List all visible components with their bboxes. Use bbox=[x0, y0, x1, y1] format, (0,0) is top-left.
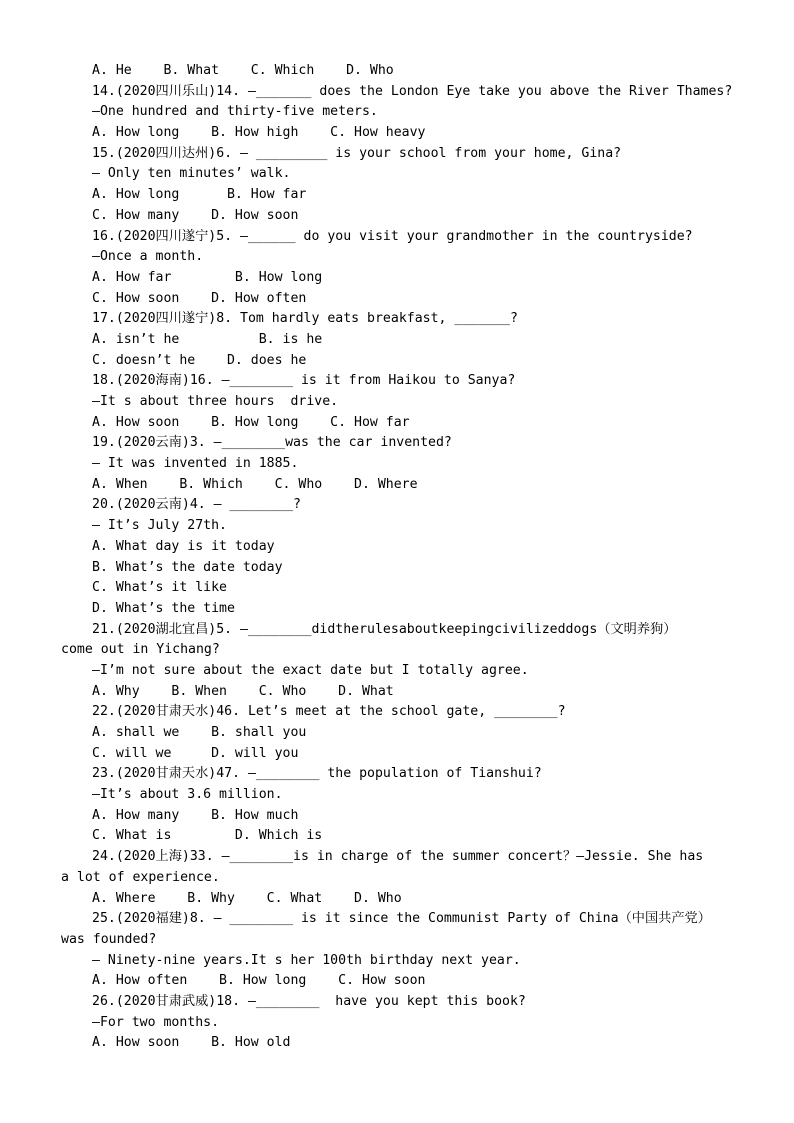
text-line: 19.(2020云南)3. —________was the car invented? bbox=[92, 435, 452, 451]
text-line: A. How long B. How far bbox=[92, 187, 307, 203]
text-line: A. isn’t he B. is he bbox=[92, 331, 323, 347]
text-line: —One hundred and thirty-five meters. bbox=[92, 104, 378, 120]
text-line: —It s about three hours drive. bbox=[92, 394, 339, 409]
text-line: C. doesn’t he D. does he bbox=[92, 352, 307, 368]
text-line: — It was invented in 1885. bbox=[92, 456, 299, 472]
text-line: A. What day is it today bbox=[92, 538, 275, 554]
text-line: C. What’s it like bbox=[92, 580, 227, 596]
text-line: 26.(2020甘肃武威)18. —________ have you kept this book? bbox=[92, 993, 526, 1009]
text-line: B. What’s the date today bbox=[92, 559, 283, 575]
text-line: A. How soon B. How old bbox=[92, 1035, 291, 1051]
document-page bbox=[0, 61, 794, 1054]
text-line: — It’s July 27th. bbox=[92, 518, 227, 534]
text-line: A. Where B. Why C. What D. Who bbox=[92, 890, 402, 906]
text-line: C. What is D. Which is bbox=[92, 828, 323, 844]
text-line: 20.(2020云南)4. — ________? bbox=[92, 497, 301, 513]
text-line: A. How often B. How long C. How soon bbox=[92, 973, 426, 989]
text-line: — Ninety-nine years.It s her 100th birthday next year. bbox=[92, 952, 521, 968]
text-line: 15.(2020四川达州)6. — _________ is your school from your home, Gina? bbox=[92, 145, 622, 161]
text-line: a lot of experience. bbox=[61, 869, 220, 885]
text-line: 14.(2020四川乐山)14. —_______ does the London Eye take you above the River Thames? bbox=[92, 83, 733, 99]
text-line: 24.(2020上海)33. —________is in charge of the summer concert？—Jessie. She has bbox=[92, 849, 704, 865]
text-line: was founded? bbox=[61, 931, 157, 947]
text-line: 16.(2020四川遂宁)5. —______ do you visit your grandmother in the countryside? bbox=[92, 228, 693, 244]
text-line: D. What’s the time bbox=[92, 600, 235, 616]
text-line: A. Why B. When C. Who D. What bbox=[92, 683, 394, 699]
text-line: —For two months. bbox=[92, 1014, 220, 1030]
text-line: 22.(2020甘肃天水)46. Let’s meet at the school gate, ________? bbox=[92, 704, 566, 720]
text-line: C. How soon D. How often bbox=[92, 290, 307, 306]
text-line: —I’m not sure about the exact date but I totally agree. bbox=[92, 662, 529, 678]
text-line: A. How soon B. How long C. How far bbox=[92, 414, 410, 430]
text-line: 21.(2020湖北宜昌)5. —________didtherulesaboutkeepingcivilizeddogs（文明养狗） bbox=[92, 621, 677, 637]
text-line: 23.(2020甘肃天水)47. —________ the population of Tianshui? bbox=[92, 766, 542, 782]
text-line: A. When B. Which C. Who D. Where bbox=[92, 476, 418, 492]
text-line: C. will we D. will you bbox=[92, 745, 299, 761]
text-line: come out in Yichang? bbox=[61, 642, 220, 658]
text-line: A. How far B. How long bbox=[92, 269, 323, 285]
text-line: A. shall we B. shall you bbox=[92, 725, 307, 740]
text-line: 25.(2020福建)8. — ________ is it since the Communist Party of China（中国共产党） bbox=[92, 911, 711, 927]
text-line: 18.(2020海南)16. —________ is it from Haikou to Sanya? bbox=[92, 373, 516, 389]
text-line: A. How many B. How much bbox=[92, 807, 299, 823]
text-line: 17.(2020四川遂宁)8. Tom hardly eats breakfast, _______? bbox=[92, 311, 518, 327]
text-line: —Once a month. bbox=[92, 249, 204, 265]
text-line: — Only ten minutes’ walk. bbox=[92, 166, 291, 182]
text-line: A. He B. What C. Which D. Who bbox=[92, 63, 394, 78]
text-line: —It’s about 3.6 million. bbox=[92, 787, 283, 803]
text-line: A. How long B. How high C. How heavy bbox=[92, 125, 426, 141]
text-line: C. How many D. How soon bbox=[92, 207, 299, 223]
